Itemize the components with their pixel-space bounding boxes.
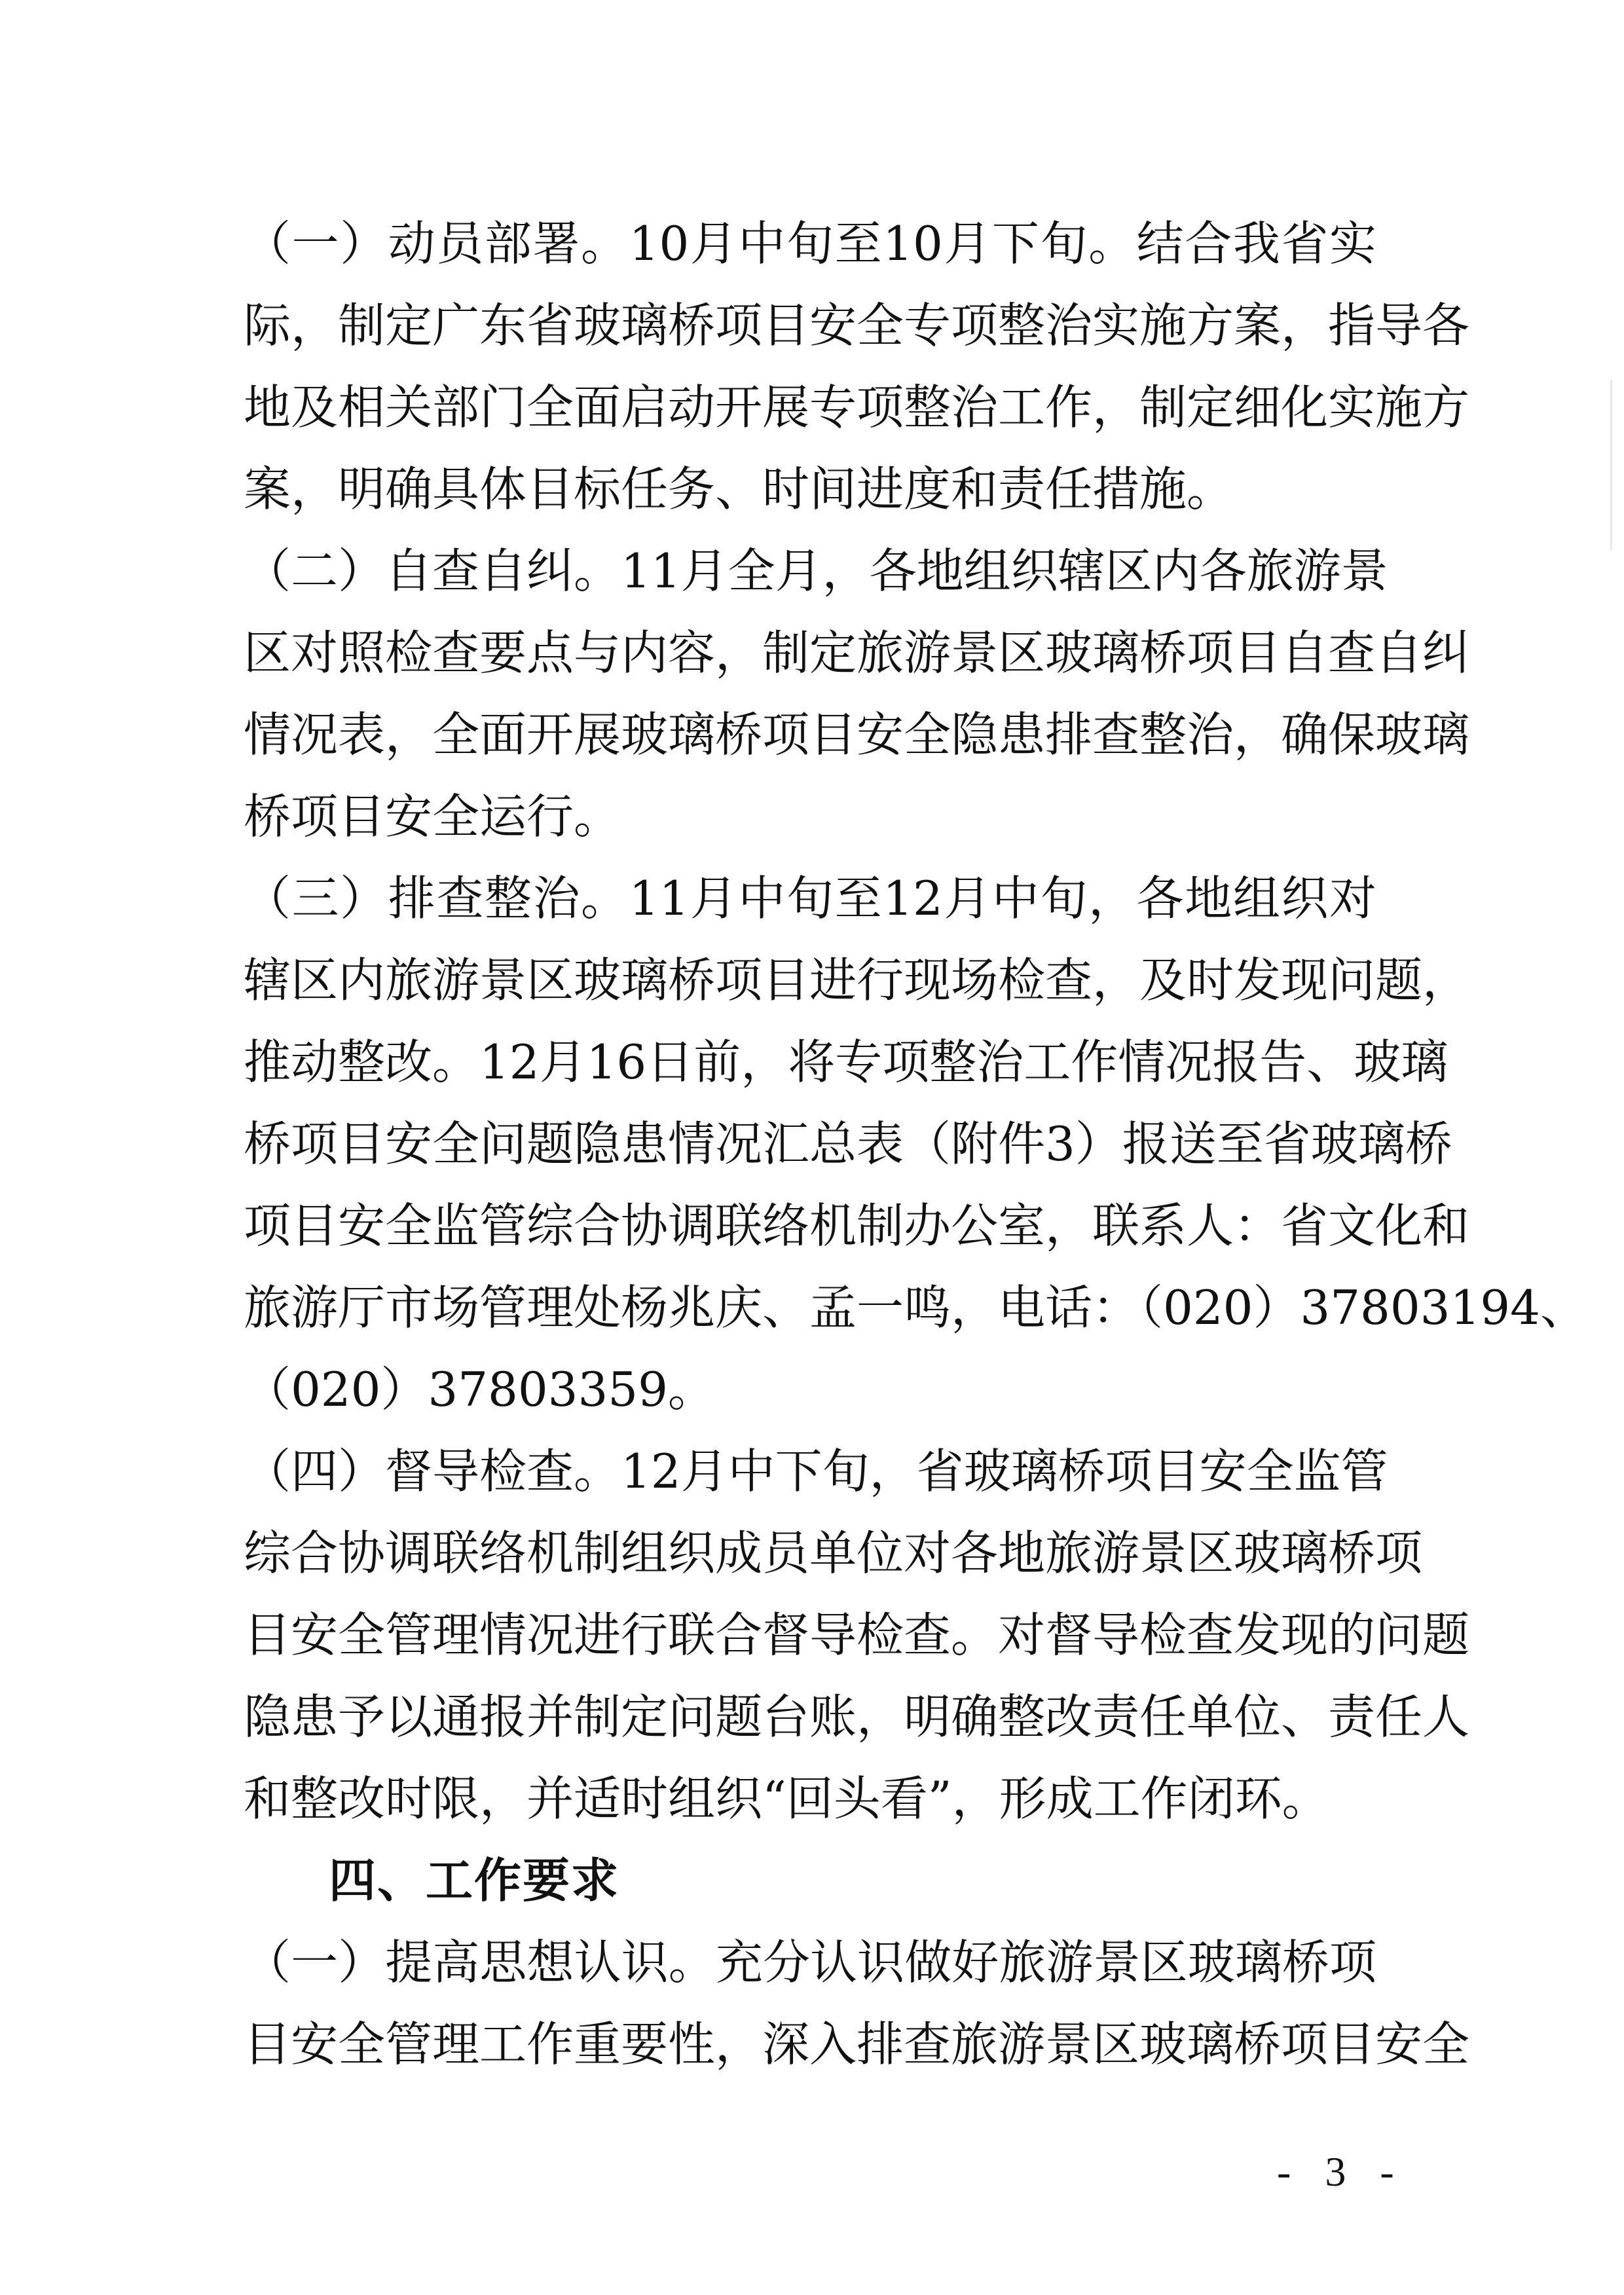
- paragraph-line: 案，明确具体目标任务、时间进度和责任措施。: [244, 462, 1234, 517]
- paragraph-line: （四）督导检查。12月中下旬，省玻璃桥项目安全监管: [244, 1444, 1388, 1499]
- paragraph-line: （二）自查自纠。11月全月，各地组织辖区内各旅游景: [244, 543, 1388, 598]
- paragraph-line: 目安全管理情况进行联合督导检查。对督导检查发现的问题: [244, 1607, 1470, 1662]
- page-number: - 3 -: [1277, 2148, 1406, 2195]
- paragraph-line: 情况表，全面开展玻璃桥项目安全隐患排查整治，确保玻璃: [244, 707, 1470, 762]
- paragraph-investigation-rectification: [244, 858, 1587, 1431]
- paragraph-line: 项目安全监管综合协调联络机制办公室，联系人：省文化和: [244, 1198, 1470, 1253]
- paragraph-line: 桥项目安全运行。: [244, 789, 621, 844]
- paragraph-line: （一）动员部署。10月中旬至10月下旬。结合我省实: [244, 216, 1376, 271]
- paragraph-line: 旅游厅市场管理处杨兆庆、孟一鸣，电话：（020）37803194、: [244, 1280, 1587, 1335]
- paragraph-line: 推动整改。12月16日前，将专项整治工作情况报告、玻璃: [244, 1035, 1449, 1090]
- paragraph-line: 和整改时限，并适时组织“回头看”，形成工作闭环。: [244, 1771, 1329, 1826]
- paragraph-self-inspection: [244, 530, 1470, 858]
- paragraph-line: 桥项目安全问题隐患情况汇总表（附件3）报送至省玻璃桥: [244, 1116, 1452, 1171]
- paragraph-line: 区对照检查要点与内容，制定旅游景区玻璃桥项目自查自纠: [244, 625, 1470, 680]
- paragraph-line: 目安全管理工作重要性，深入排查旅游景区玻璃桥项目安全: [244, 2017, 1470, 2072]
- paragraph-line: 综合协调联络机制组织成员单位对各地旅游景区玻璃桥项: [244, 1526, 1423, 1581]
- paragraph-supervision: [244, 1431, 1470, 1840]
- section-heading-work-requirements: 四、工作要求: [329, 1853, 620, 1908]
- paragraph-line: 隐患予以通报并制定问题台账，明确整改责任单位、责任人: [244, 1689, 1470, 1744]
- paragraph-line: 辖区内旅游景区玻璃桥项目进行现场检查，及时发现问题，: [244, 953, 1470, 1008]
- paragraph-line: （一）提高思想认识。充分认识做好旅游景区玻璃桥项: [244, 1935, 1376, 1990]
- paragraph-line: 地及相关部门全面启动开展专项整治工作，制定细化实施方: [244, 380, 1470, 435]
- paragraph-line: （三）排查整治。11月中旬至12月中旬，各地组织对: [244, 871, 1376, 926]
- paragraph-raise-awareness: [244, 1922, 1470, 2085]
- paragraph-mobilization: [244, 203, 1470, 530]
- paragraph-line: （020）37803359。: [244, 1362, 715, 1417]
- scan-edge-mark: [1610, 380, 1612, 550]
- paragraph-line: 际，制定广东省玻璃桥项目安全专项整治实施方案，指导各: [244, 298, 1470, 353]
- document-body: [244, 203, 1587, 2085]
